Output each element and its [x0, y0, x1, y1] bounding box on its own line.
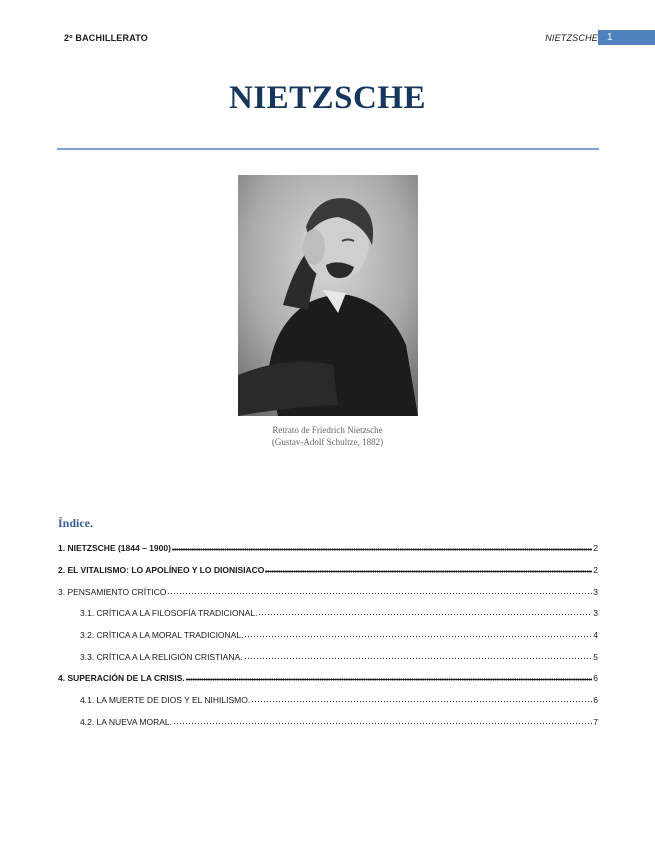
toc-entry-page: 3: [593, 587, 598, 597]
toc-entry-label: 1. NIETZSCHE (1844 – 1900): [58, 543, 171, 553]
title-divider: [57, 148, 599, 150]
toc-entry-label: 4.1. LA MUERTE DE DIOS Y EL NIHILISMO.: [80, 695, 251, 705]
header-left: 2º BACHILLERATO: [64, 33, 148, 43]
toc-entry-page: 7: [593, 717, 598, 727]
toc-leader: [265, 570, 592, 573]
toc-leader: [251, 700, 592, 703]
toc-entry[interactable]: [80, 692, 598, 706]
toc-entry[interactable]: [58, 670, 598, 684]
portrait-image: [238, 175, 418, 416]
toc-entry[interactable]: [58, 584, 598, 598]
page-number: 1: [598, 30, 655, 45]
toc-entry[interactable]: [58, 540, 598, 554]
toc-entry[interactable]: [58, 562, 598, 576]
toc-leader: [244, 635, 592, 638]
toc-leader: [167, 592, 592, 595]
toc-entry-label: 4. SUPERACIÓN DE LA CRISIS.: [58, 673, 185, 683]
toc-entry-label: 3.2. CRÍTICA A LA MORAL TRADICIONAL.: [80, 630, 244, 640]
toc-leader: [173, 722, 592, 725]
toc-entry-label: 3. PENSAMIENTO CRÍTICO: [58, 587, 167, 597]
toc-entry-page: 3: [593, 608, 598, 618]
toc-entry-page: 5: [593, 652, 598, 662]
toc-entry[interactable]: [80, 714, 598, 728]
toc-entry-page: 6: [593, 695, 598, 705]
toc-leader: [186, 678, 593, 681]
toc-entry-page: 2: [593, 543, 598, 553]
portrait-caption: [0, 424, 655, 448]
toc-entry[interactable]: [80, 627, 598, 641]
toc-entry-label: 2. EL VITALISMO: LO APOLÍNEO Y LO DIONISIACO: [58, 565, 265, 575]
toc-entry[interactable]: [80, 605, 598, 619]
toc-entry-page: 4: [593, 630, 598, 640]
toc-entry-page: 6: [593, 673, 598, 683]
header-right: NIETZSCHE: [545, 33, 598, 43]
page-title: NIETZSCHE: [228, 80, 427, 116]
toc-entry-label: 3.1. CRÍTICA A LA FILOSOFÍA TRADICIONAL.: [80, 608, 258, 618]
toc-entry[interactable]: [80, 649, 598, 663]
index-heading: Índice.: [58, 516, 94, 530]
toc-entry-label: 3.3. CRÍTICA A LA RELIGIÓN CRISTIANA.: [80, 652, 243, 662]
toc-leader: [244, 657, 593, 660]
caption-line-1: Retrato de Friedrich Nietzsche: [272, 425, 383, 435]
toc-entry-label: 4.2. LA NUEVA MORAL.: [80, 717, 172, 727]
caption-line-2: (Gustav-Adolf Schultze, 1882): [271, 437, 384, 447]
toc-leader: [172, 548, 592, 551]
toc-leader: [258, 613, 592, 616]
toc-entry-page: 2: [593, 565, 598, 575]
